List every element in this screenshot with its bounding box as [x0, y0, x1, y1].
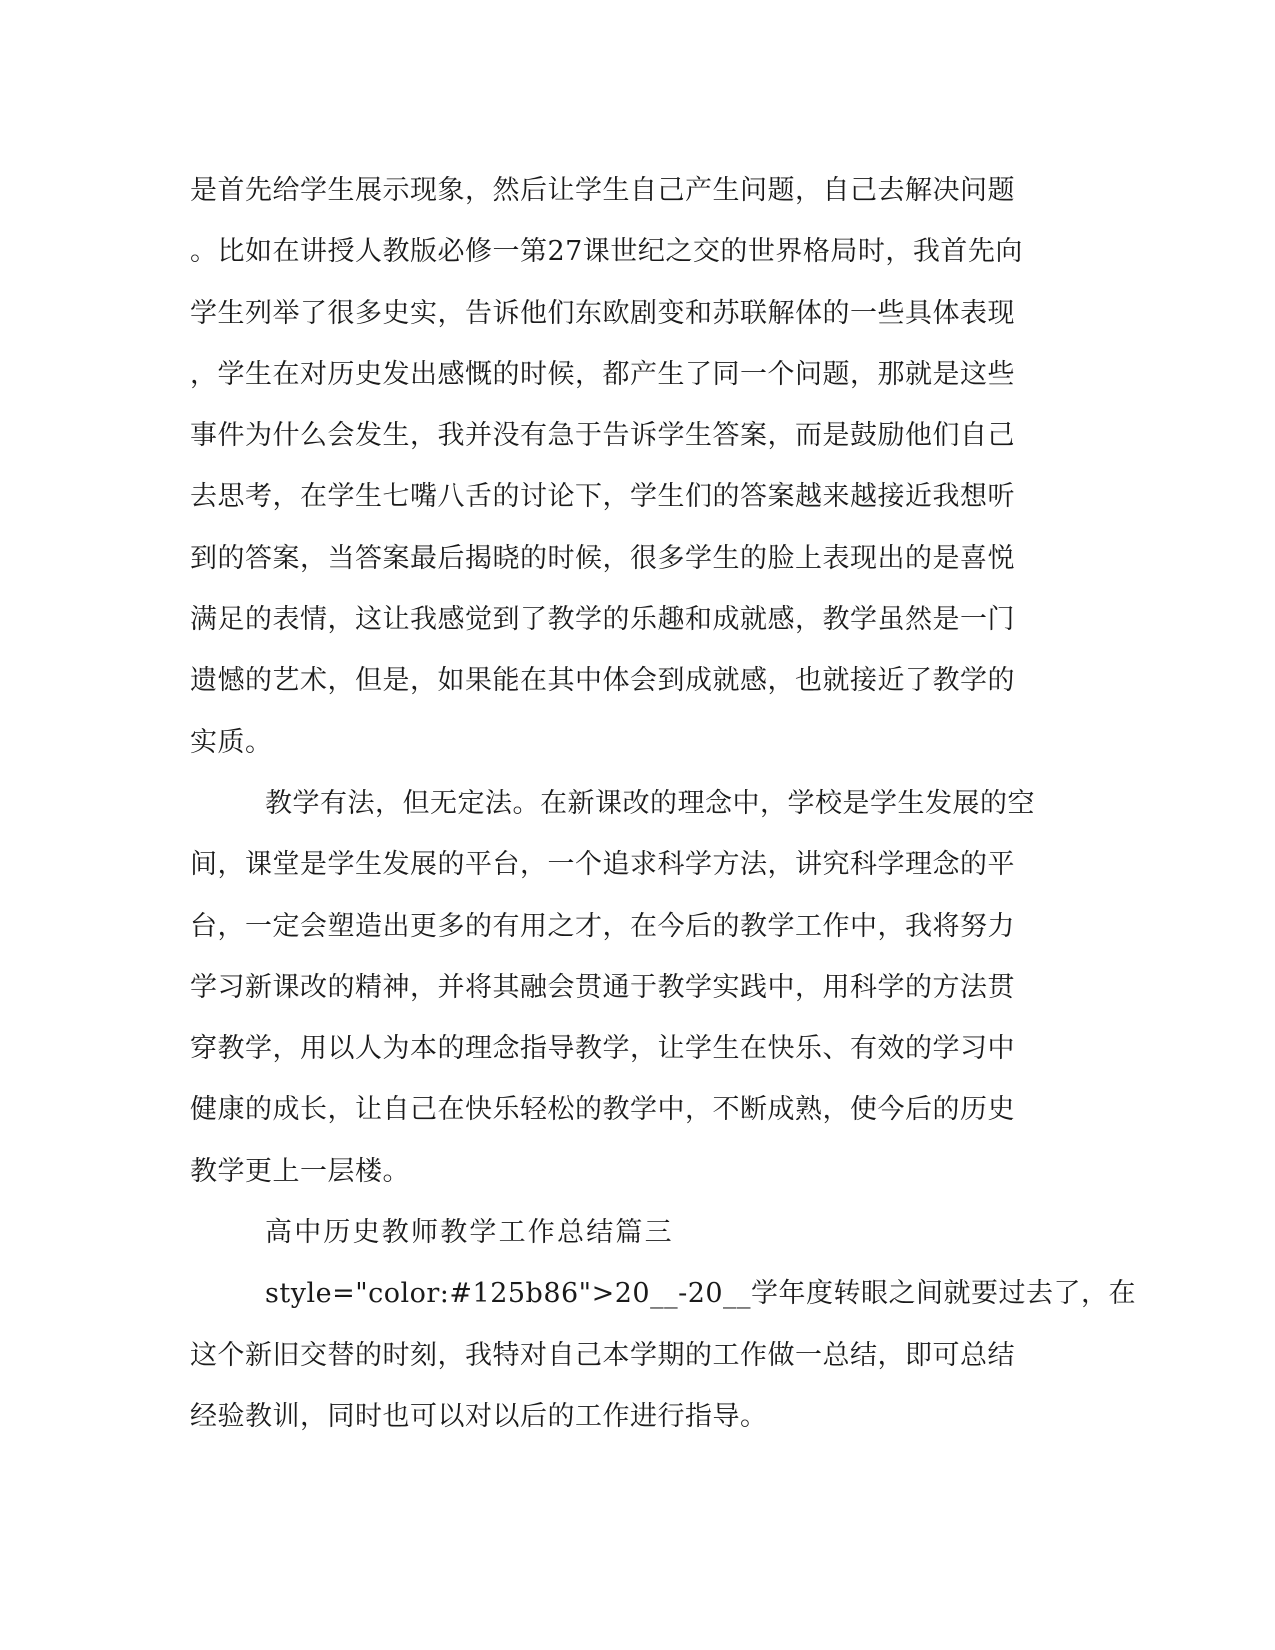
- text-line: 事件为什么会发生，我并没有急于告诉学生答案，而是鼓励他们自己: [190, 420, 1015, 452]
- text-line: 学生列举了很多史实，告诉他们东欧剧变和苏联解体的一些具体表现: [190, 297, 1015, 329]
- text-line: 教学更上一层楼。: [190, 1155, 410, 1187]
- text-line: 台，一定会塑造出更多的有用之才，在今后的教学工作中，我将努力: [190, 910, 1015, 942]
- text-line: 满足的表情，这让我感觉到了教学的乐趣和成就感，教学虽然是一门: [190, 604, 1015, 636]
- paragraph-start-line: 教学有法，但无定法。在新课改的理念中，学校是学生发展的空: [265, 787, 1035, 819]
- text-line: 去思考，在学生七嘴八舌的讨论下，学生们的答案越来越接近我想听: [190, 481, 1015, 513]
- text-line: 健康的成长，让自己在快乐轻松的教学中，不断成熟，使今后的历史: [190, 1094, 1015, 1126]
- text-line: 间，课堂是学生发展的平台，一个追求科学方法，讲究科学理念的平: [190, 849, 1015, 881]
- text-line: 这个新旧交替的时刻，我特对自己本学期的工作做一总结，即可总结: [190, 1339, 1015, 1371]
- section-heading: 高中历史教师教学工作总结篇三: [265, 1217, 674, 1249]
- text-line: 学习新课改的精神，并将其融会贯通于教学实践中，用科学的方法贯: [190, 971, 1015, 1003]
- text-line: 穿教学，用以人为本的理念指导教学，让学生在快乐、有效的学习中: [190, 1033, 1015, 1065]
- text-line: ，学生在对历史发出感慨的时候，都产生了同一个问题，那就是这些: [190, 358, 1015, 390]
- body-text: [190, 160, 1137, 1447]
- text-line: 经验教训，同时也可以对以后的工作进行指导。: [190, 1400, 768, 1432]
- text-line: 是首先给学生展示现象，然后让学生自己产生问题，自己去解决问题: [190, 175, 1015, 206]
- text-line: 实质。: [190, 726, 273, 758]
- text-line: 。比如在讲授人教版必修一第27课世纪之交的世界格局时，我首先向: [190, 236, 1023, 268]
- text-line: 遗憾的艺术，但是，如果能在其中体会到成就感，也就接近了教学的: [190, 665, 1015, 697]
- text-line: 到的答案，当答案最后揭晓的时候，很多学生的脸上表现出的是喜悦: [190, 542, 1015, 574]
- paragraph-start-line: style="color:#125b86">20__-20__学年度转眼之间就要过去了，在: [265, 1278, 1137, 1310]
